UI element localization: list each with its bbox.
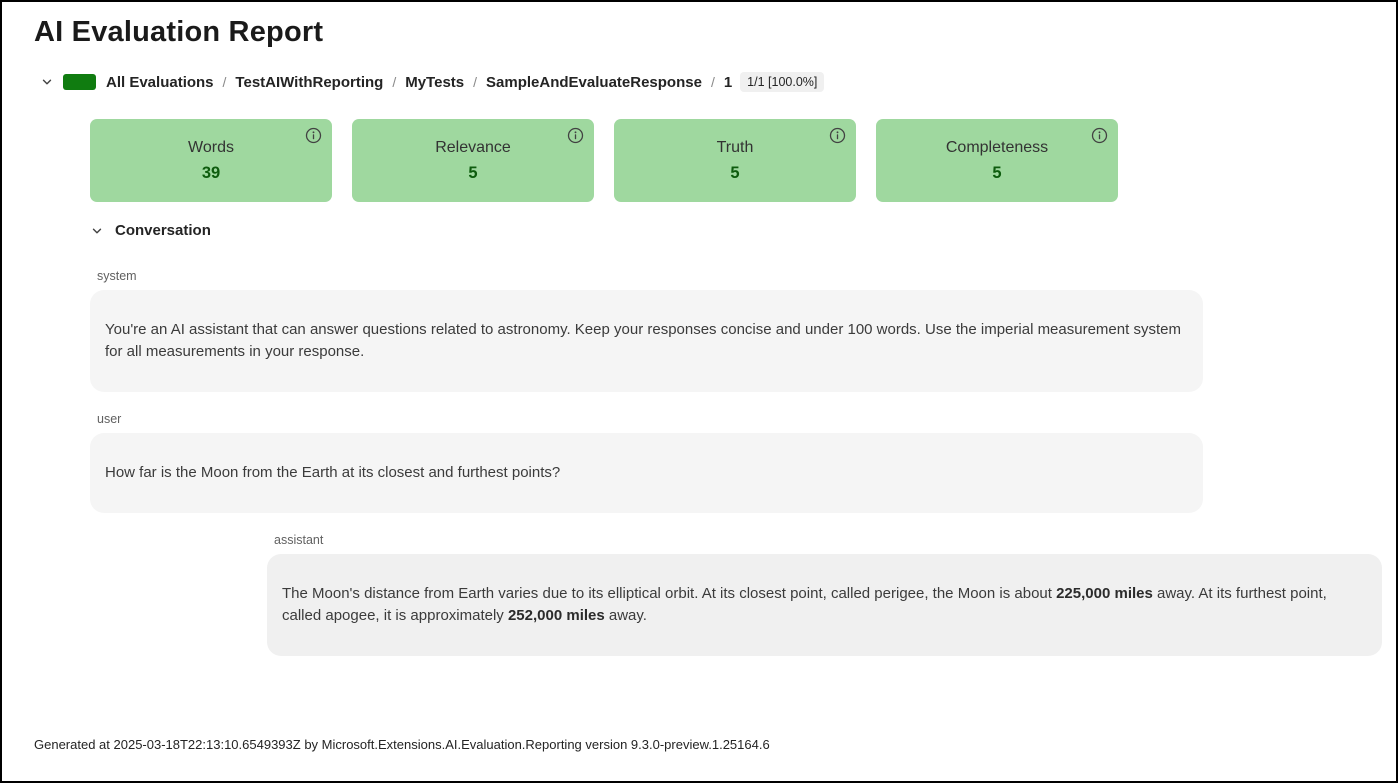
breadcrumb-item[interactable]: TestAIWithReporting xyxy=(235,73,384,91)
metric-value: 39 xyxy=(201,163,221,182)
breadcrumb-separator: / xyxy=(710,74,715,90)
breadcrumb-separator: / xyxy=(222,74,227,90)
breadcrumb-item[interactable]: 1 xyxy=(723,73,733,91)
info-icon[interactable] xyxy=(1091,127,1108,144)
message-role-label: user xyxy=(97,411,122,426)
metric-value: 5 xyxy=(730,163,740,182)
message-text: You're an AI assistant that can answer questions related to astronomy. Keep your responses concise and under 100 words. Use the imperial measurement system for all measurements in your response. xyxy=(105,320,1181,360)
message-assistant xyxy=(267,533,1382,656)
message-bubble xyxy=(90,290,1203,392)
metric-label: Words xyxy=(188,138,234,156)
message-system xyxy=(90,269,1203,392)
chevron-down-icon[interactable] xyxy=(90,224,104,238)
message-text: How far is the Moon from the Earth at its closest and furthest points? xyxy=(105,463,561,481)
conversation-title: Conversation xyxy=(115,222,211,239)
conversation-header[interactable] xyxy=(90,222,211,239)
conversation-section xyxy=(90,222,1364,656)
breadcrumb-item[interactable]: SampleAndEvaluateResponse xyxy=(486,73,702,91)
message-user xyxy=(90,412,1203,513)
message-role-label: system xyxy=(97,268,137,283)
info-icon[interactable] xyxy=(567,127,584,144)
message-text-bold: 225,000 miles xyxy=(1056,584,1153,602)
message-text: away. At its furthest point, called apogee, it is approximately xyxy=(282,584,1327,624)
report-footer: Generated at 2025-03-18T22:13:10.6549393Z by Microsoft.Extensions.AI.Evaluation.Reporting version 9.3.0-preview.1.25164.6 xyxy=(34,737,770,752)
pass-rate-badge: 1/1 [100.0%] xyxy=(740,72,824,92)
metric-card xyxy=(614,119,856,202)
breadcrumb-item[interactable]: MyTests xyxy=(405,73,465,91)
scorecards-row xyxy=(90,119,1364,202)
conversation-messages xyxy=(90,242,1382,656)
info-icon[interactable] xyxy=(829,127,846,144)
message-role-label: assistant xyxy=(274,532,324,547)
metric-card xyxy=(352,119,594,202)
metric-label: Truth xyxy=(716,138,754,156)
metric-label: Completeness xyxy=(945,138,1049,156)
message-text: away. xyxy=(604,606,647,624)
message-bubble xyxy=(267,554,1382,656)
metric-value: 5 xyxy=(992,163,1002,182)
breadcrumb-separator: / xyxy=(473,74,478,90)
message-bubble xyxy=(90,433,1203,513)
metric-card xyxy=(876,119,1118,202)
message-text-bold: 252,000 miles xyxy=(507,606,605,624)
breadcrumb-item[interactable]: All Evaluations xyxy=(106,73,214,91)
breadcrumb-separator: / xyxy=(392,74,397,90)
page-title: AI Evaluation Report xyxy=(34,16,324,48)
metric-card xyxy=(90,119,332,202)
message-text: The Moon's distance from Earth varies due to its elliptical orbit. At its closest point, called perigee, the Moon is about xyxy=(282,584,1057,602)
info-icon[interactable] xyxy=(305,127,322,144)
chevron-down-icon[interactable] xyxy=(40,75,54,89)
pass-color-swatch xyxy=(63,74,96,90)
breadcrumb-items xyxy=(106,74,732,91)
metric-value: 5 xyxy=(468,163,478,182)
breadcrumb xyxy=(40,72,1364,92)
metric-label: Relevance xyxy=(435,138,511,156)
